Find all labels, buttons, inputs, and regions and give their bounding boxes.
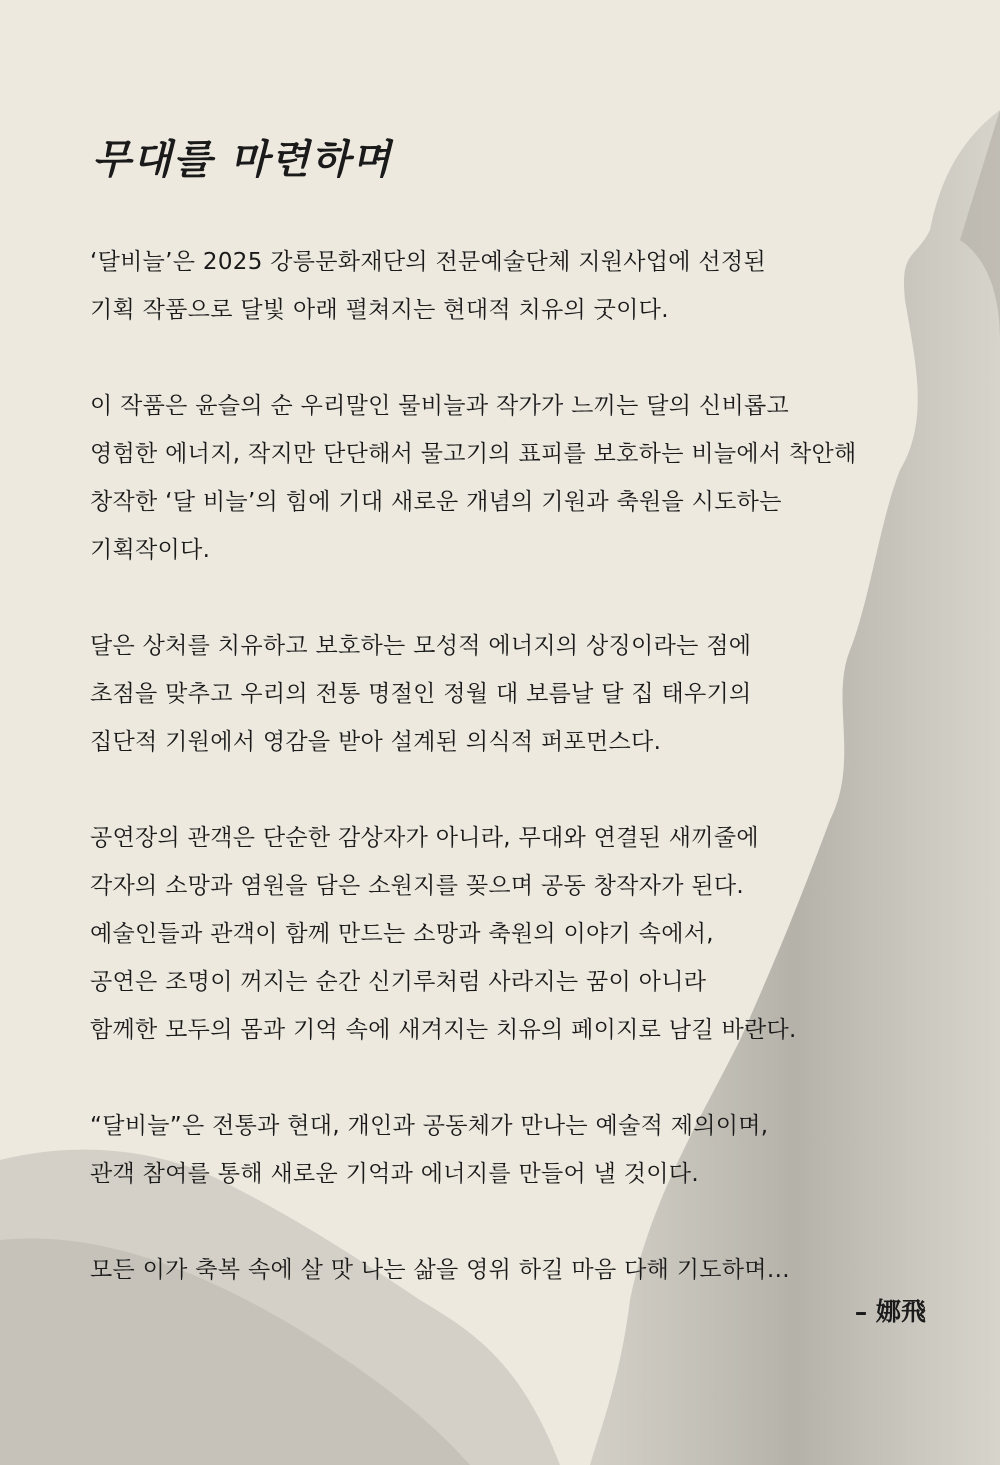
paragraph bbox=[90, 382, 970, 574]
paragraph bbox=[90, 814, 970, 1054]
text-line: 초점을 맞추고 우리의 전통 명절인 정월 대 보름날 달 집 태우기의 bbox=[90, 681, 752, 707]
text-line: 모든 이가 축복 속에 살 맛 나는 삶을 영위 하길 마음 다해 기도하며… bbox=[90, 1257, 791, 1283]
text-line: 집단적 기원에서 영감을 받아 설계된 의식적 퍼포먼스다. bbox=[90, 729, 662, 755]
text-line: 공연장의 관객은 단순한 감상자가 아니라, 무대와 연결된 새끼줄에 bbox=[90, 825, 759, 851]
text-line: 관객 참여를 통해 새로운 기억과 에너지를 만들어 낼 것이다. bbox=[90, 1161, 699, 1187]
text-line: 공연은 조명이 꺼지는 순간 신기루처럼 사라지는 꿈이 아니라 bbox=[90, 969, 707, 995]
page-title: 무대를 마련하며 bbox=[92, 136, 393, 183]
text-line: 창작한 ‘달 비늘’의 힘에 기대 새로운 개념의 기원과 축원을 시도하는 bbox=[90, 489, 782, 515]
text-line: 기획작이다. bbox=[90, 537, 211, 563]
text-line: 함께한 모두의 몸과 기억 속에 새겨지는 치유의 페이지로 남길 바란다. bbox=[90, 1017, 797, 1043]
text-line: 각자의 소망과 염원을 담은 소원지를 꽂으며 공동 창작자가 된다. bbox=[90, 873, 744, 899]
text-line: “달비늘”은 전통과 현대, 개인과 공동체가 만나는 예술적 제의이며, bbox=[90, 1113, 769, 1139]
letter-body bbox=[90, 238, 970, 1342]
text-line: ‘달비늘’은 2025 강릉문화재단의 전문예술단체 지원사업에 선정된 bbox=[90, 249, 766, 275]
text-line: 예술인들과 관객이 함께 만드는 소망과 축원의 이야기 속에서, bbox=[90, 921, 714, 947]
text-line: 이 작품은 윤슬의 순 우리말인 물비늘과 작가가 느끼는 달의 신비롭고 bbox=[90, 393, 790, 419]
text-line: 기획 작품으로 달빛 아래 펼쳐지는 현대적 치유의 굿이다. bbox=[90, 297, 669, 323]
paragraph bbox=[90, 238, 970, 334]
text-line: 달은 상처를 치유하고 보호하는 모성적 에너지의 상징이라는 점에 bbox=[90, 633, 752, 659]
paragraph bbox=[90, 1246, 970, 1294]
signature: – 娜飛 bbox=[854, 1297, 926, 1326]
paragraph bbox=[90, 1102, 970, 1198]
text-line: 영험한 에너지, 작지만 단단해서 물고기의 표피를 보호하는 비늘에서 착안해 bbox=[90, 441, 857, 467]
paragraph bbox=[90, 622, 970, 766]
